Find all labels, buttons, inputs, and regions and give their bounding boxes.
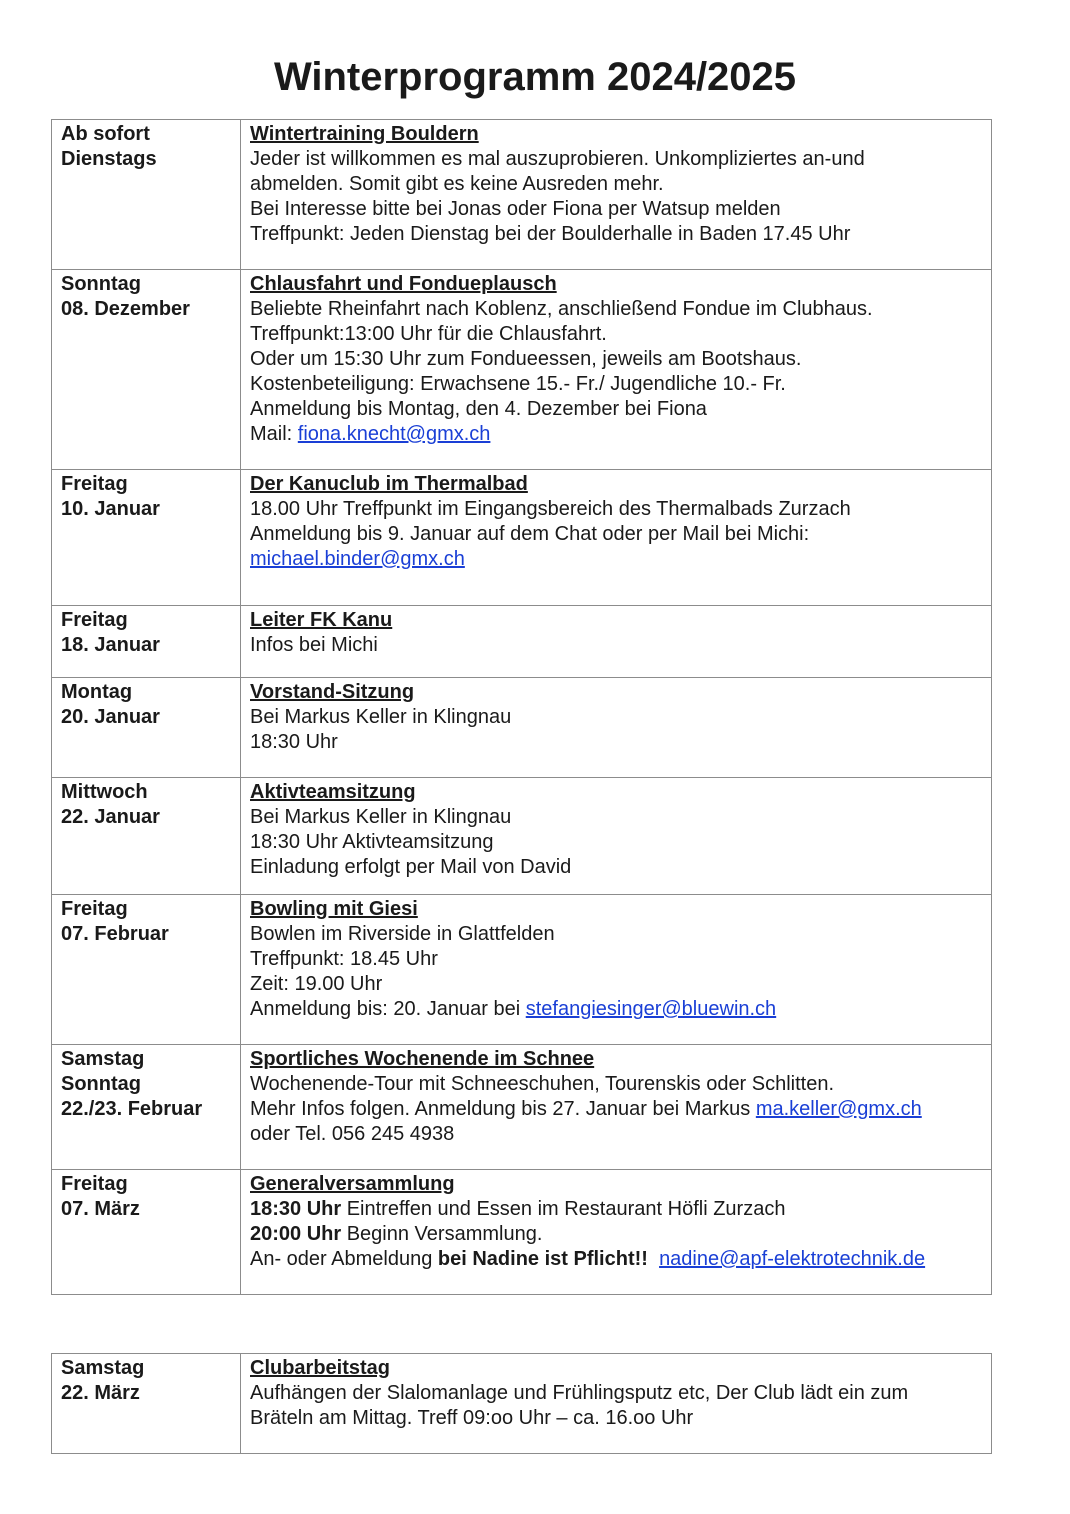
table-row: [52, 120, 992, 270]
event-details: [241, 895, 992, 1045]
date-line: Ab sofort: [61, 123, 150, 145]
date-line: Freitag: [61, 898, 128, 920]
event-text: Bei Markus Keller in Klingnau: [250, 806, 512, 828]
event-details: [241, 120, 992, 270]
event-text: abmelden. Somit gibt es keine Ausreden mehr.: [250, 173, 664, 195]
date-line: Freitag: [61, 609, 128, 631]
event-text: Anmeldung bis Montag, den 4. Dezember bei Fiona: [250, 398, 707, 420]
event-text: Infos bei Michi: [250, 634, 378, 656]
date-line: 07. März: [61, 1198, 140, 1220]
email-link[interactable]: nadine@apf-elektrotechnik.de: [659, 1248, 926, 1270]
date-line: 22. Januar: [61, 806, 160, 828]
event-text: Aufhängen der Slalomanlage und Frühlingsputz etc, Der Club lädt ein zum: [250, 1382, 909, 1404]
event-text: Bräteln am Mittag. Treff 09:oo Uhr – ca. 16.oo Uhr: [250, 1407, 694, 1429]
mail-label: Mehr Infos folgen. Anmeldung bis 27. Januar bei Markus: [250, 1098, 756, 1120]
event-date: [52, 1170, 241, 1295]
event-heading: Generalversammlung: [250, 1173, 455, 1195]
event-date: [52, 678, 241, 778]
event-mail-line: [250, 422, 981, 447]
event-heading: Clubarbeitstag: [250, 1357, 391, 1379]
event-text: Jeder ist willkommen es mal auszuprobieren. Unkompliziertes an-und: [250, 148, 865, 170]
date-line: Dienstags: [61, 148, 157, 170]
date-line: Freitag: [61, 473, 128, 495]
table-row: [52, 1045, 992, 1170]
event-text: Beliebte Rheinfahrt nach Koblenz, anschließend Fondue im Clubhaus.: [250, 298, 873, 320]
event-details: [241, 1354, 992, 1454]
mail-label: Anmeldung bis: 20. Januar bei: [250, 998, 526, 1020]
email-link[interactable]: stefangiesinger@bluewin.ch: [525, 998, 777, 1020]
event-date: [52, 120, 241, 270]
event-date: [52, 895, 241, 1045]
event-mail-line: [250, 1247, 981, 1272]
event-mail-line: [250, 997, 981, 1022]
table-row: [52, 270, 992, 470]
date-line: Sonntag: [61, 273, 141, 295]
date-line: Montag: [61, 681, 133, 703]
mail-label: Mail:: [250, 423, 298, 445]
date-line: Mittwoch: [61, 781, 148, 803]
event-text: Bowlen im Riverside in Glattfelden: [250, 923, 555, 945]
program-table: [51, 119, 992, 1295]
event-text: oder Tel. 056 245 4938: [250, 1123, 455, 1145]
event-heading: Vorstand-Sitzung: [250, 681, 415, 703]
table-row: [52, 470, 992, 606]
event-heading: Bowling mit Giesi: [250, 898, 418, 920]
event-text: Treffpunkt: Jeden Dienstag bei der Boulderhalle in Baden 17.45 Uhr: [250, 223, 851, 245]
table-row: [52, 1170, 992, 1295]
date-line: Sonntag: [61, 1073, 141, 1095]
extra-program-table: [51, 1353, 992, 1454]
time-text: Beginn Versammlung.: [341, 1223, 543, 1245]
event-date: [52, 470, 241, 606]
event-text: 18:30 Uhr Aktivteamsitzung: [250, 831, 494, 853]
time-text: Eintreffen und Essen im Restaurant Höfli Zurzach: [341, 1198, 786, 1220]
event-text: Wochenende-Tour mit Schneeschuhen, Tourenskis oder Schlitten.: [250, 1073, 835, 1095]
event-heading: Der Kanuclub im Thermalbad: [250, 473, 528, 495]
page-title: Winterprogramm 2024/2025: [273, 55, 797, 99]
event-heading: Aktivteamsitzung: [250, 781, 416, 803]
event-heading: Sportliches Wochenende im Schnee: [250, 1048, 595, 1070]
event-details: [241, 1170, 992, 1295]
email-link[interactable]: michael.binder@gmx.ch: [250, 548, 465, 570]
date-line: 22. März: [61, 1382, 140, 1404]
date-line: 22./23. Februar: [61, 1098, 203, 1120]
event-details: [241, 606, 992, 678]
event-text: Bei Markus Keller in Klingnau: [250, 706, 512, 728]
event-text: Treffpunkt:13:00 Uhr für die Chlausfahrt.: [250, 323, 607, 345]
date-line: 20. Januar: [61, 706, 160, 728]
event-text: [250, 1197, 981, 1222]
event-text: Anmeldung bis 9. Januar auf dem Chat oder per Mail bei Michi:: [250, 523, 810, 545]
event-date: [52, 778, 241, 895]
table-row: [52, 895, 992, 1045]
table-row: [52, 606, 992, 678]
event-text: 18:30 Uhr: [250, 731, 338, 753]
date-line: 07. Februar: [61, 923, 169, 945]
date-line: 08. Dezember: [61, 298, 190, 320]
event-text: [250, 1222, 981, 1247]
event-text: Kostenbeteiligung: Erwachsene 15.- Fr./ Jugendliche 10.- Fr.: [250, 373, 786, 395]
event-text: Oder um 15:30 Uhr zum Fondueessen, jeweils am Bootshaus.: [250, 348, 802, 370]
event-heading: Leiter FK Kanu: [250, 609, 393, 631]
time-bold: 20:00 Uhr: [250, 1223, 342, 1245]
event-date: [52, 270, 241, 470]
event-details: [241, 470, 992, 606]
email-link[interactable]: fiona.knecht@gmx.ch: [297, 423, 491, 445]
event-text: 18.00 Uhr Treffpunkt im Eingangsbereich des Thermalbads Zurzach: [250, 498, 851, 520]
event-mail-line: [250, 1097, 981, 1122]
event-heading: Chlausfahrt und Fondueplausch: [250, 273, 557, 295]
spacer-text: [648, 1248, 659, 1270]
mandatory-note: bei Nadine ist Pflicht!!: [437, 1248, 648, 1270]
date-line: Samstag: [61, 1048, 145, 1070]
event-details: [241, 1045, 992, 1170]
email-link[interactable]: ma.keller@gmx.ch: [755, 1098, 922, 1120]
date-line: Samstag: [61, 1357, 145, 1379]
event-details: [241, 270, 992, 470]
event-heading: Wintertraining Bouldern: [250, 123, 479, 145]
table-row: [52, 778, 992, 895]
date-line: Freitag: [61, 1173, 128, 1195]
event-date: [52, 606, 241, 678]
date-line: 10. Januar: [61, 498, 160, 520]
date-line: 18. Januar: [61, 634, 160, 656]
event-text: Einladung erfolgt per Mail von David: [250, 856, 572, 878]
event-text: Zeit: 19.00 Uhr: [250, 973, 383, 995]
event-details: [241, 778, 992, 895]
time-bold: 18:30 Uhr: [250, 1198, 342, 1220]
event-mail-line: [250, 547, 981, 572]
table-row: [52, 678, 992, 778]
event-date: [52, 1045, 241, 1170]
event-date: [52, 1354, 241, 1454]
event-text: Treffpunkt: 18.45 Uhr: [250, 948, 438, 970]
event-details: [241, 678, 992, 778]
table-row: [52, 1354, 992, 1454]
event-text: Bei Interesse bitte bei Jonas oder Fiona per Watsup melden: [250, 198, 781, 220]
mail-label: An- oder Abmeldung: [250, 1248, 438, 1270]
